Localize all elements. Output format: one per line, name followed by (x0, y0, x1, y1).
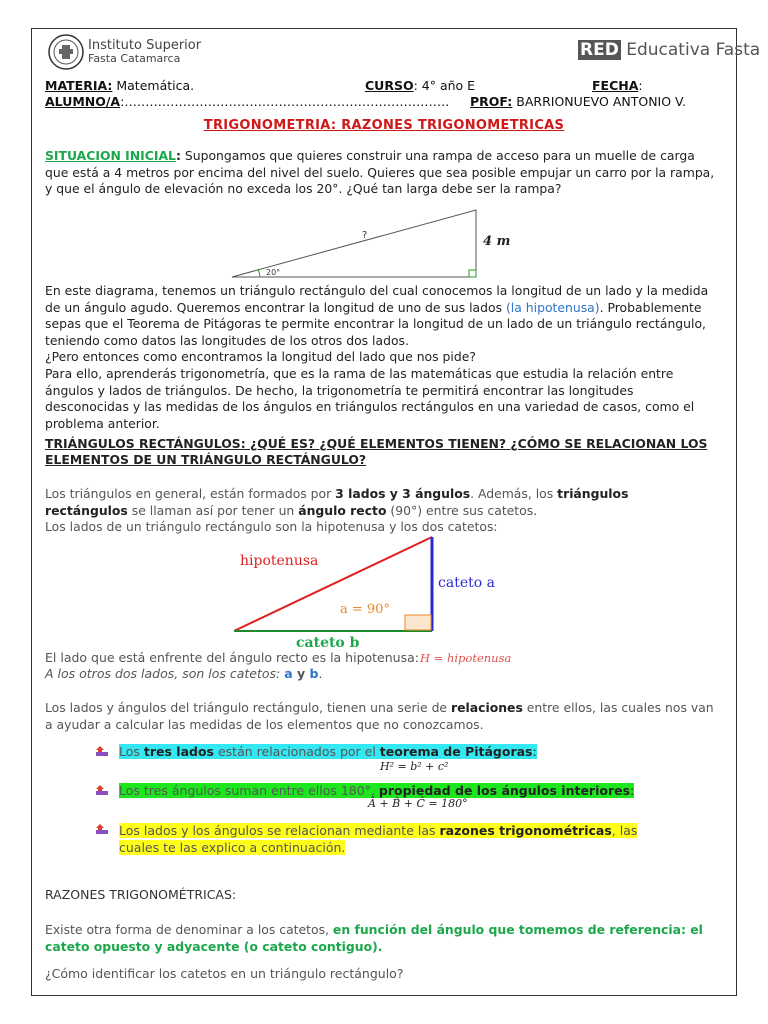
section2-title: RAZONES TRIGONOMÉTRICAS: (45, 887, 237, 902)
cateto-a-ref: a (284, 666, 293, 681)
situacion-paragraph (45, 148, 715, 198)
para1-part1: En este diagrama, tenemos un triángulo rectángulo del cual conocemos la longitud de un lado y la medida de un ángulo agudo. Queremos encontrar la longitud de uno de sus lados (45, 283, 709, 315)
bullet-1-pre: Los (119, 744, 144, 759)
bullet-1-text (119, 744, 537, 759)
catetos-paragraph (45, 922, 715, 955)
right-angle-label: a = 90° (340, 602, 390, 617)
intro-t1: Los triángulos en general, están formados por (45, 486, 336, 501)
bullet-1-bold2: teorema de Pitágoras (379, 744, 533, 759)
cateto-b-ref: b (309, 666, 319, 681)
bullet-icon-3 (96, 824, 110, 836)
catetos-para-t1: Existe otra forma de denominar a los catetos, (45, 922, 333, 937)
catetos-text: A los otros dos lados, son los catetos: (45, 666, 285, 681)
relations-t1: Los lados y ángulos del triángulo rectángulo, tienen una serie de (45, 700, 451, 715)
intro-b1: 3 lados y 3 ángulos (335, 486, 471, 501)
section1-title-line1: TRIÁNGULOS RECTÁNGULOS: ¿QUÉ ES? ¿QUÉ ELEMENTOS TIENEN? ¿CÓMO SE RELACIONAN LOS (45, 436, 708, 451)
prof-label: PROF: (470, 94, 513, 109)
brand-rest: Educativa Fasta (620, 40, 761, 60)
last-question: ¿Cómo identificar los catetos en un triángulo rectángulo? (45, 966, 404, 981)
section1-title-line2: ELEMENTOS DE UN TRIÁNGULO RECTÁNGULO? (45, 452, 367, 467)
catetos-end: . (318, 666, 323, 681)
relations-t2: entre ellos, las cuales nos van a ayudar a calcular las medidas de los elementos que no conozcamos. (45, 700, 714, 732)
ramp-hypotenuse-label: ? (362, 230, 368, 241)
ramp-angle-label: 20° (266, 268, 281, 277)
cateto-a-label: cateto a (438, 575, 495, 591)
institute-name-line1: Instituto Superior (88, 38, 202, 53)
explanation-paragraph (45, 283, 715, 432)
para1-line3: Para ello, aprenderás trigonometría, que es la rama de las matemáticas que estudia la relación entre ángulos y lados de triángulos. De hecho, la trigonometría te permitirá encontrar las longitudes desconocidas y las medidas de los ángulos en triángulos rectángulos en una variedad de casos, como el problema anterior. (45, 365, 695, 431)
bullet-3-text (119, 822, 679, 856)
page-title: TRIGONOMETRIA: RAZONES TRIGONOMETRICAS (203, 118, 565, 133)
catetos-para-green: en función del ángulo que tomemos de referencia: el cateto opuesto y adyacente (o cateto contiguo). (45, 922, 703, 954)
bullet-2-pre: Los tres ángulos suman entre ellos 180°, (119, 783, 379, 798)
intro-b3: ángulo recto (298, 502, 387, 518)
hipotenusa-label: hipotenusa (240, 553, 319, 569)
alumno-value: :…………………………………………………………………… (120, 94, 450, 109)
materia-row (45, 78, 194, 93)
hypotenuse-line: El lado que está enfrente del ángulo recto es la hipotenusa: (45, 650, 419, 665)
relations-paragraph (45, 700, 715, 733)
red-educativa-logo (578, 40, 760, 60)
fecha-label: FECHA (592, 78, 639, 93)
intro-b2: triángulos rectángulos (45, 486, 629, 518)
bullet-1-mid: están relacionados por el (214, 744, 380, 759)
bullet-2-bold2: propiedad de los ángulos interiores (378, 783, 631, 798)
bullet-2-text (119, 783, 634, 798)
alumno-label: ALUMNO/A (45, 94, 121, 109)
hipotenusa-highlight: (la hipotenusa) (505, 299, 600, 315)
bullet-3-pre: Los lados y los ángulos se relacionan mediante las (119, 823, 440, 838)
situacion-text: Supongamos que quieres construir una rampa de acceso para un muelle de carga que está a 4 metros por encima del nivel del suelo. Quieres que sea posible empujar un carro por la rampa, y que el ángulo de elevación no exceda los 20°. ¿Qué tan larga debe ser la rampa? (45, 148, 715, 197)
ramp-height-label: 4 m (483, 234, 511, 249)
angles-sum-formula: Â + B̂ + Ĉ = 180° (368, 797, 468, 810)
para1-part2: . Probablemente sepas que el Teorema de Pitágoras te permite encontrar la longitud de un lado de un triángulo rectángulo, teniendo como datos las longitudes de los otros dos lados. (45, 299, 706, 348)
right-triangle-diagram (230, 535, 530, 650)
fecha-row (592, 78, 643, 93)
situacion-colon: : (175, 148, 181, 163)
curso-row (365, 78, 475, 93)
materia-label: MATERIA: (45, 78, 113, 93)
materia-value: Matemática. (112, 78, 195, 93)
bullet-icon-2 (96, 785, 110, 797)
intro-t2: . Además, los (470, 486, 558, 501)
catetos-line (45, 666, 322, 681)
bullet-3-bold2: razones trigonométricas (439, 823, 612, 838)
hypotenuse-formula: H = hipotenusa (420, 651, 512, 665)
curso-label: CURSO (365, 78, 414, 93)
catetos-y: y (292, 666, 310, 681)
intro-paragraph (45, 486, 715, 536)
bullet-1-bold1: tres lados (143, 744, 214, 759)
institute-name-line2: Fasta Catamarca (88, 52, 181, 65)
pythagoras-formula: H² = b² + c² (380, 760, 449, 773)
institute-logo (48, 34, 84, 70)
intro-line2: Los lados de un triángulo rectángulo son la hipotenusa y los dos catetos: (45, 519, 498, 535)
bullet-1-end: : (532, 744, 537, 759)
bullet-icon-1 (96, 746, 110, 758)
curso-value: : 4° año E (413, 78, 476, 93)
para1-line2: ¿Pero entonces como encontramos la longitud del lado que nos pide? (45, 349, 476, 365)
intro-t3: se llaman así por tener un (127, 502, 299, 518)
alumno-row (45, 94, 449, 109)
relations-b1: relaciones (451, 700, 523, 715)
fecha-value: : (638, 78, 643, 93)
prof-value: BARRIONUEVO ANTONIO V. (512, 94, 686, 109)
prof-row (470, 94, 686, 109)
bullet-2-end: : (630, 783, 635, 798)
bullet-3-end: , las cuales te las explico a continuación. (119, 823, 638, 855)
brand-red: RED (580, 40, 619, 60)
situacion-label: SITUACION INICIAL (45, 148, 176, 163)
intro-t4: (90°) entre sus catetos. (386, 502, 538, 518)
cateto-b-label: cateto b (296, 635, 360, 650)
ramp-diagram (220, 200, 520, 282)
